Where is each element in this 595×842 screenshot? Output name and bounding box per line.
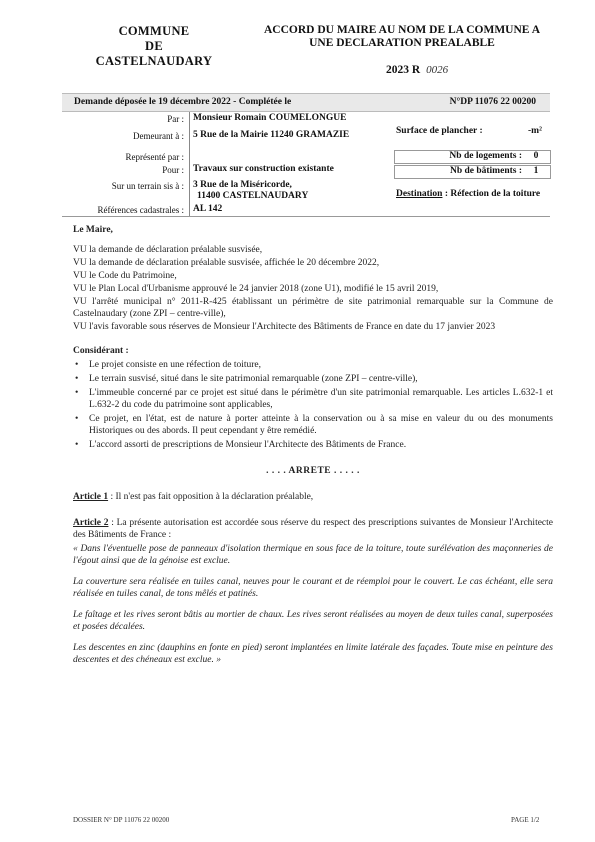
prescription-paragraph: La couverture sera réalisée en tuiles canal, neuves pour le courant et de réemploi pour le couvert. Le cas échéant, elle sera réalisée en tuiles canal, de tons mêlés et patinés.	[73, 577, 553, 599]
considerant-item: • Ce projet, en l'état, est de nature à porter atteinte à la conservation ou à sa mise en valeur du ou des monuments Historiques ou des abords. Il peut cependant y être remédié.	[85, 413, 553, 437]
dossier-number: N°DP 11076 22 00200	[449, 97, 536, 107]
surface-value: -m²	[528, 126, 542, 136]
vu-item: VU la demande de déclaration préalable susvisée,	[73, 245, 263, 255]
logements-label: Nb de logements :	[449, 151, 522, 161]
footer-page: PAGE 1/2	[511, 816, 540, 824]
logements-value: 0	[533, 151, 539, 161]
surface-label: Surface de plancher :	[396, 126, 483, 136]
terrain-value	[193, 180, 308, 202]
terrain-line-1: 3 Rue de la Miséricorde,	[193, 180, 292, 190]
terrain-line-2: 11400 CASTELNAUDARY	[197, 191, 309, 201]
demeurant-value: 5 Rue de la Mairie 11240 GRAMAZIE	[193, 130, 350, 140]
deposit-band	[62, 93, 550, 112]
vu-item: VU la demande de déclaration préalable susvisée, affichée le 20 décembre 2022,	[73, 258, 380, 268]
vu-item: VU l'arrêté municipal n° 2011-R-425 établissant un périmètre de site patrimonial remarquable sur la Commune de Castelnaudary (zone ZPI – centre-ville),	[73, 297, 553, 319]
vu-item: VU le Plan Local d'Urbanisme approuvé le 24 janvier 2018 (zone U1), modifié le 15 avril 2019,	[73, 284, 439, 294]
considerant-item: • Le terrain susvisé, situé dans le site patrimonial remarquable (zone ZPI – centre-ville),	[85, 373, 553, 385]
article-2-title: Article 2	[73, 518, 109, 528]
commune-name	[88, 24, 220, 69]
demeurant-label: Demeurant à :	[133, 131, 184, 141]
article-1-title: Article 1	[73, 492, 109, 502]
deposit-date: Demande déposée le 19 décembre 2022 - Complétée le	[74, 97, 292, 107]
article-1-text: : Il n'est pas fait opposition à la déclaration préalable,	[108, 492, 314, 502]
arrete-number-printed: 2023 R	[386, 64, 421, 76]
vu-item: VU l'avis favorable sous réserves de Monsieur l'Architecte des Bâtiments de France en date du 17 janvier 2023	[73, 322, 496, 332]
references-value: AL 142	[193, 204, 223, 214]
considerant-item: • Le projet consiste en une réfection de toiture,	[85, 359, 553, 371]
considerant-item: • L'accord assorti de prescriptions de Monsieur l'Architecte des Bâtiments de France.	[85, 439, 553, 451]
pour-label: Pour :	[162, 165, 184, 175]
commune-line-2: DE	[145, 39, 163, 53]
arrete-number-handwritten: 0026	[426, 64, 449, 76]
prescription-paragraph: Le faîtage et les rives seront bâtis au mortier de chaux. Les rives seront réalisées au moyen de deux tuiles canal, superposées et posées décalées.	[73, 610, 553, 632]
footer-dossier: DOSSIER N° DP 11076 22 00200	[73, 816, 170, 824]
arrete-body	[73, 224, 553, 675]
arrete-heading: . . . . ARRETE . . . . .	[266, 466, 360, 476]
batiments-value: 1	[533, 166, 539, 176]
destination	[396, 189, 548, 200]
destination-value: : Réfection de la toiture	[442, 189, 541, 199]
commune-line-3: CASTELNAUDARY	[95, 54, 213, 68]
vu-item: VU le Code du Patrimoine,	[73, 271, 177, 281]
prescription-paragraph: Les descentes en zinc (dauphins en fonte en pied) seront implantées en limite latérale des façades. Toute mise en peinture des descentes et des chéneaux est exclue. »	[73, 643, 553, 665]
destination-label: Destination	[396, 189, 443, 199]
arrete-number	[386, 64, 448, 76]
title-line-1: ACCORD DU MAIRE AU NOM DE LA COMMUNE A	[264, 24, 540, 36]
considerant-title: Considérant :	[73, 346, 129, 356]
considerant-item: • L'immeuble concerné par ce projet est situé dans le périmètre d'un site patrimonial remarquable. Les articles L.632-1 et L.632-2 du code du patrimoine sont applicables,	[85, 387, 553, 411]
par-label: Par :	[167, 114, 184, 124]
article-2-text: : La présente autorisation est accordée sous réserve du respect des prescriptions suivantes de Monsieur l'Architecte des Bâtiments de France :	[73, 518, 553, 540]
commune-line-1: COMMUNE	[118, 24, 190, 38]
terrain-label: Sur un terrain sis à :	[111, 181, 184, 191]
document-title	[232, 24, 572, 50]
article-2	[73, 517, 553, 541]
batiments-label: Nb de bâtiments :	[449, 166, 522, 176]
prescription-paragraph: « Dans l'éventuelle pose de panneaux d'isolation thermique en sous face de la toiture, toute surélévation des maçonneries de l'égout ainsi que de la génoise est exclue.	[73, 544, 553, 566]
frame-divider	[189, 112, 190, 216]
applicant-info-frame	[62, 112, 550, 217]
references-label: Références cadastrales :	[97, 205, 184, 215]
par-value: Monsieur Romain COUMELONGUE	[193, 113, 347, 123]
article-1	[73, 491, 553, 503]
le-maire: Le Maire,	[73, 225, 113, 235]
considerant-list	[73, 359, 553, 451]
represente-label: Représenté par :	[125, 152, 184, 162]
title-line-2: UNE DECLARATION PREALABLE	[309, 37, 495, 49]
pour-value: Travaux sur construction existante	[193, 164, 334, 174]
